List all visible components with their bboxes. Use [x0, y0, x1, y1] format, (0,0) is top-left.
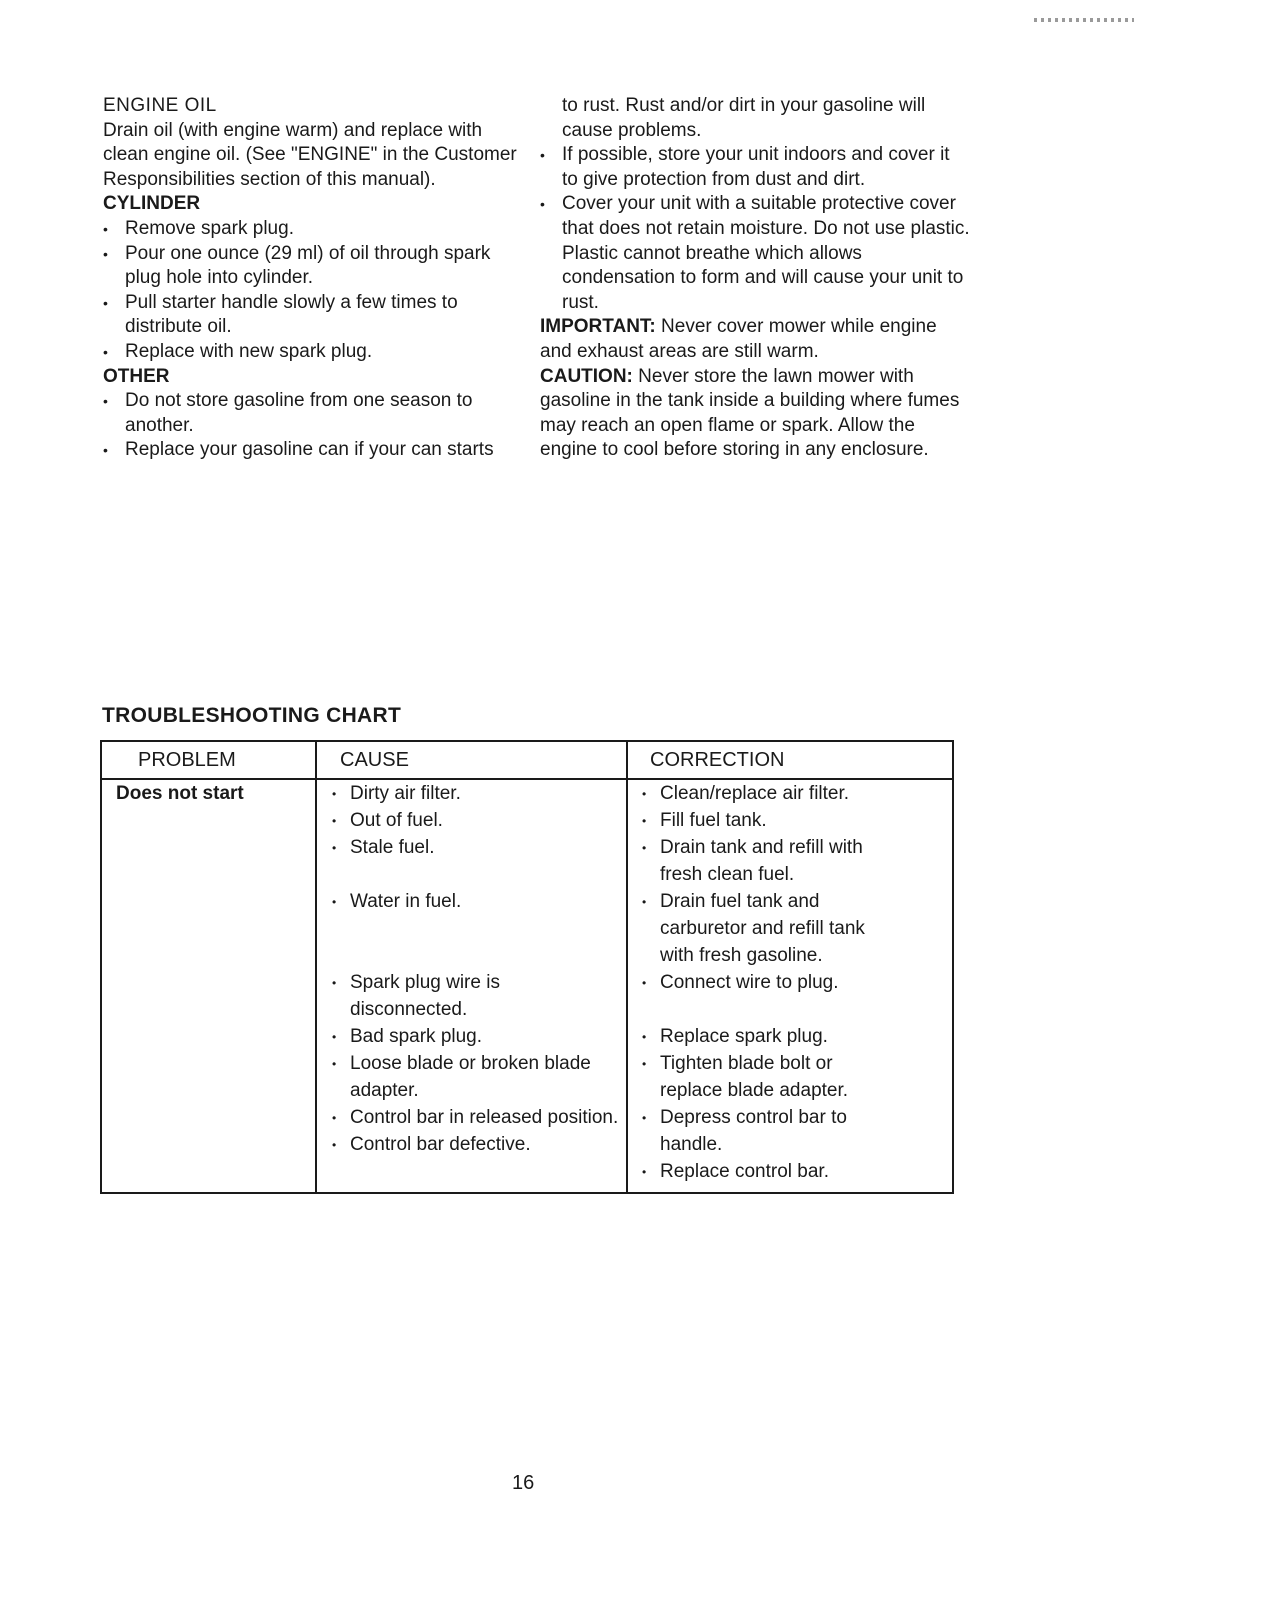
scan-artifact-mark — [1034, 18, 1134, 22]
cause-item: • Water in fuel. — [332, 888, 622, 915]
engine-oil-heading: ENGINE OIL — [103, 95, 217, 116]
important-note — [540, 315, 970, 364]
header-correction: CORRECTION — [650, 749, 785, 771]
cause-item: • Control bar in released position. — [332, 1104, 622, 1131]
caution-label: CAUTION: — [540, 365, 633, 387]
other-list — [103, 389, 523, 463]
list-item: • Replace with new spark plug. — [103, 340, 523, 365]
column-divider — [626, 742, 628, 1192]
list-item: • If possible, store your unit indoors and cover it to give protection from dust and dirt. — [540, 143, 970, 192]
correction-item: • Fill fuel tank. — [642, 807, 882, 834]
correction-item: • Drain fuel tank and carburetor and refill tank with fresh gasoline. — [642, 888, 882, 969]
header-problem: PROBLEM — [138, 749, 236, 771]
list-item: • Pull starter handle slowly a few times to distribute oil. — [103, 291, 523, 340]
cause-column — [332, 780, 622, 1158]
correction-column — [642, 780, 882, 1185]
troubleshooting-title: TROUBLESHOOTING CHART — [102, 704, 402, 727]
correction-item: • Replace control bar. — [642, 1158, 882, 1185]
list-item: • Replace your gasoline can if your can starts — [103, 438, 523, 463]
list-item: • Do not store gasoline from one season to another. — [103, 389, 523, 438]
cause-item: • Bad spark plug. — [332, 1023, 622, 1050]
important-label: IMPORTANT: — [540, 316, 656, 338]
other-heading: OTHER — [103, 365, 170, 387]
continuation-text: to rust. Rust and/or dirt in your gasoline will cause problems. — [562, 95, 926, 141]
cylinder-list — [103, 217, 523, 365]
cause-item: • Loose blade or broken blade adapter. — [332, 1050, 622, 1104]
left-column — [103, 94, 523, 463]
problem-cell: Does not start — [116, 783, 244, 804]
list-item: • Cover your unit with a suitable protective cover that does not retain moisture. Do not use plastic. Plastic cannot breathe which allows condensation to form and will cause your unit to rust. — [540, 192, 970, 315]
cause-item: • Dirty air filter. — [332, 780, 622, 807]
cause-item: • Spark plug wire is disconnected. — [332, 969, 622, 1023]
correction-item: • Replace spark plug. — [642, 1023, 882, 1050]
correction-item: • Drain tank and refill with fresh clean fuel. — [642, 834, 882, 888]
list-item: • Pour one ounce (29 ml) of oil through spark plug hole into cylinder. — [103, 242, 523, 291]
engine-oil-text: Drain oil (with engine warm) and replace with clean engine oil. (See "ENGINE" in the Customer Responsibilities section of this manual). — [103, 119, 517, 190]
troubleshooting-table — [100, 740, 954, 1194]
page-number: 16 — [512, 1472, 535, 1494]
important-text: Never cover mower while engine and exhaust areas are still warm. — [540, 316, 937, 362]
caution-note — [540, 365, 970, 463]
cause-item: • Control bar defective. — [332, 1131, 622, 1158]
cause-item: • Stale fuel. — [332, 834, 622, 861]
correction-item: • Tighten blade bolt or replace blade adapter. — [642, 1050, 882, 1104]
caution-text: Never store the lawn mower with gasoline in the tank inside a building where fumes may reach an open flame or spark. Allow the engine to cool before storing in any enclosure. — [540, 365, 960, 461]
correction-item: • Connect wire to plug. — [642, 969, 882, 996]
correction-item: • Clean/replace air filter. — [642, 780, 882, 807]
list-item: • Remove spark plug. — [103, 217, 523, 242]
column-divider — [315, 742, 317, 1192]
cause-item: • Out of fuel. — [332, 807, 622, 834]
storage-list — [540, 143, 970, 315]
correction-item: • Depress control bar to handle. — [642, 1104, 882, 1158]
cylinder-heading: CYLINDER — [103, 193, 201, 215]
header-cause: CAUSE — [340, 749, 409, 771]
right-column — [540, 94, 970, 463]
